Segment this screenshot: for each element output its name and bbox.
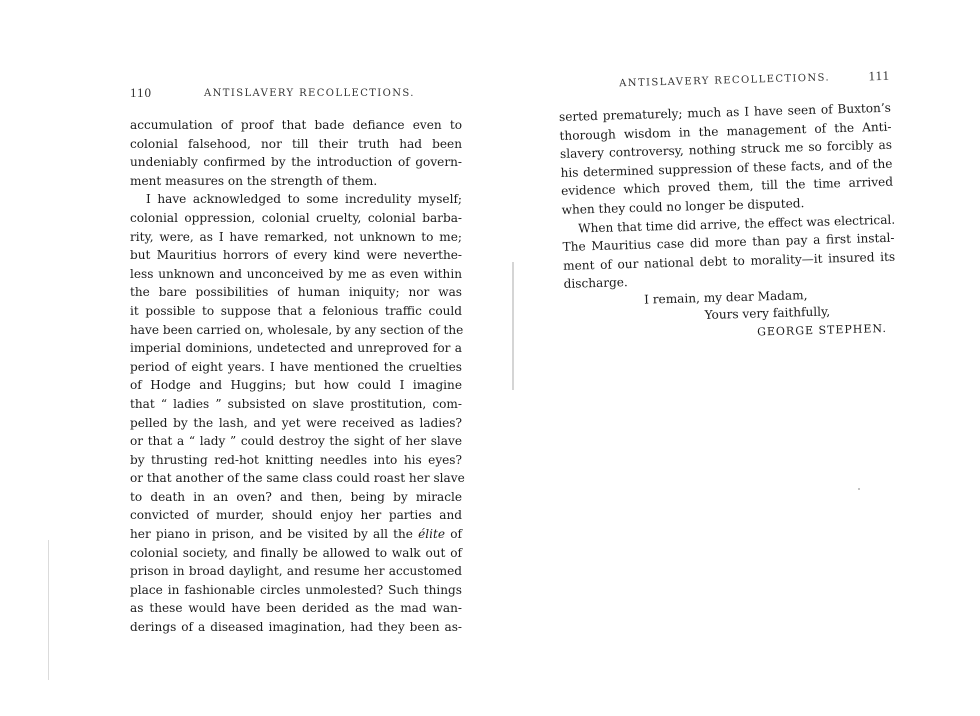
text-line: place in fashionable circles unmolested? Such things xyxy=(130,582,462,597)
text-line: the bare possibilities of human iniquity; nor was xyxy=(130,285,462,300)
left-page xyxy=(130,85,465,637)
right-page-number: 111 xyxy=(868,67,891,84)
text-line: imperial dominions, undetected and unreproved for a xyxy=(130,341,462,356)
text-line: rity, were, as I have remarked, not unknown to me; xyxy=(130,229,462,244)
text-line: it possible to suppose that a felonious traffic could xyxy=(130,303,462,318)
text-line: but Mauritius horrors of every kind were neverthe- xyxy=(130,248,462,263)
text-line: of Hodge and Huggins; but how could I imagine xyxy=(130,378,462,393)
text-line: colonial oppression, colonial cruelty, colonial barba- xyxy=(130,210,462,225)
text-line: colonial society, and finally be allowed to walk out of xyxy=(130,545,462,560)
text-line: or that another of the same class could roast her slave xyxy=(130,471,465,486)
text-line: undeniably confirmed by the introduction of govern- xyxy=(130,155,462,170)
text-line: discharge. xyxy=(563,275,629,292)
left-page-number: 110 xyxy=(130,85,153,100)
text-line: prison in broad daylight, and resume her accustomed xyxy=(130,564,462,579)
text-line: have been carried on, wholesale, by any section of the xyxy=(130,322,464,337)
text-line: serted prematurely; much as I have seen of Buxton’s xyxy=(558,100,892,124)
text-line: his determined suppression of these facts, and of the xyxy=(560,156,893,180)
valediction-line: Yours very faithfully, xyxy=(704,304,831,323)
text-line: as these would have been derided as the mad wan- xyxy=(130,601,462,616)
right-running-head: ANTISLAVERY RECOLLECTIONS. xyxy=(619,72,831,90)
text-line: slavery controversy, nothing struck me so forcibly as xyxy=(559,137,893,162)
text-line: her piano in prison, and be visited by all the élite of xyxy=(130,527,462,542)
text-line: derings of a diseased imagination, had they been as- xyxy=(130,620,462,635)
right-page-header xyxy=(558,67,891,96)
text-line: The Mauritius case did more than pay a first instal- xyxy=(562,230,895,255)
text-line: I have acknowledged to some incredulity myself; xyxy=(146,192,462,207)
text-line: or that a “ lady ” could destroy the sight of her slave xyxy=(130,434,462,449)
text-line: ment of our national debt to morality—it insured its xyxy=(562,249,896,273)
text-line: less unknown and unconceived by me as even within xyxy=(130,266,462,281)
text-line: When that time did arrive, the effect was electrical. xyxy=(577,212,896,236)
margin-mark xyxy=(48,540,49,680)
text-line: period of eight years. I have mentioned the cruelties xyxy=(130,359,462,374)
text-line: when they could no longer be disputed. xyxy=(561,196,805,217)
text-line: accumulation of proof that bade defiance even to xyxy=(130,118,462,132)
speck-mark xyxy=(858,488,860,490)
gutter-mark xyxy=(512,262,514,390)
text-line: evidence which proved them, till the time arrived xyxy=(560,175,894,199)
left-running-head: ANTISLAVERY RECOLLECTIONS. xyxy=(204,88,415,99)
text-line: by thrusting red-hot knitting needles into his eyes? xyxy=(130,452,462,467)
closing-line: I remain, my dear Madam, xyxy=(643,288,808,307)
left-page-header xyxy=(130,85,462,104)
text-line: pelled by the lash, and yet were received as ladies? xyxy=(130,415,462,430)
signature: GEORGE STEPHEN. xyxy=(756,321,888,339)
left-page-body xyxy=(130,116,465,637)
text-line: thorough wisdom in the management of the Anti- xyxy=(559,119,892,143)
text-line: that “ ladies ” subsisted on slave prostitution, com- xyxy=(130,396,462,411)
text-line: colonial falsehood, nor till their truth had been xyxy=(130,136,462,151)
text-line: convicted of murder, should enjoy her parties and xyxy=(130,508,462,523)
text-line: to death in an oven? and then, being by miracle xyxy=(130,489,462,504)
right-page-body xyxy=(559,99,896,294)
text-line: ment measures on the strength of them. xyxy=(130,173,378,188)
right-page xyxy=(558,67,897,347)
